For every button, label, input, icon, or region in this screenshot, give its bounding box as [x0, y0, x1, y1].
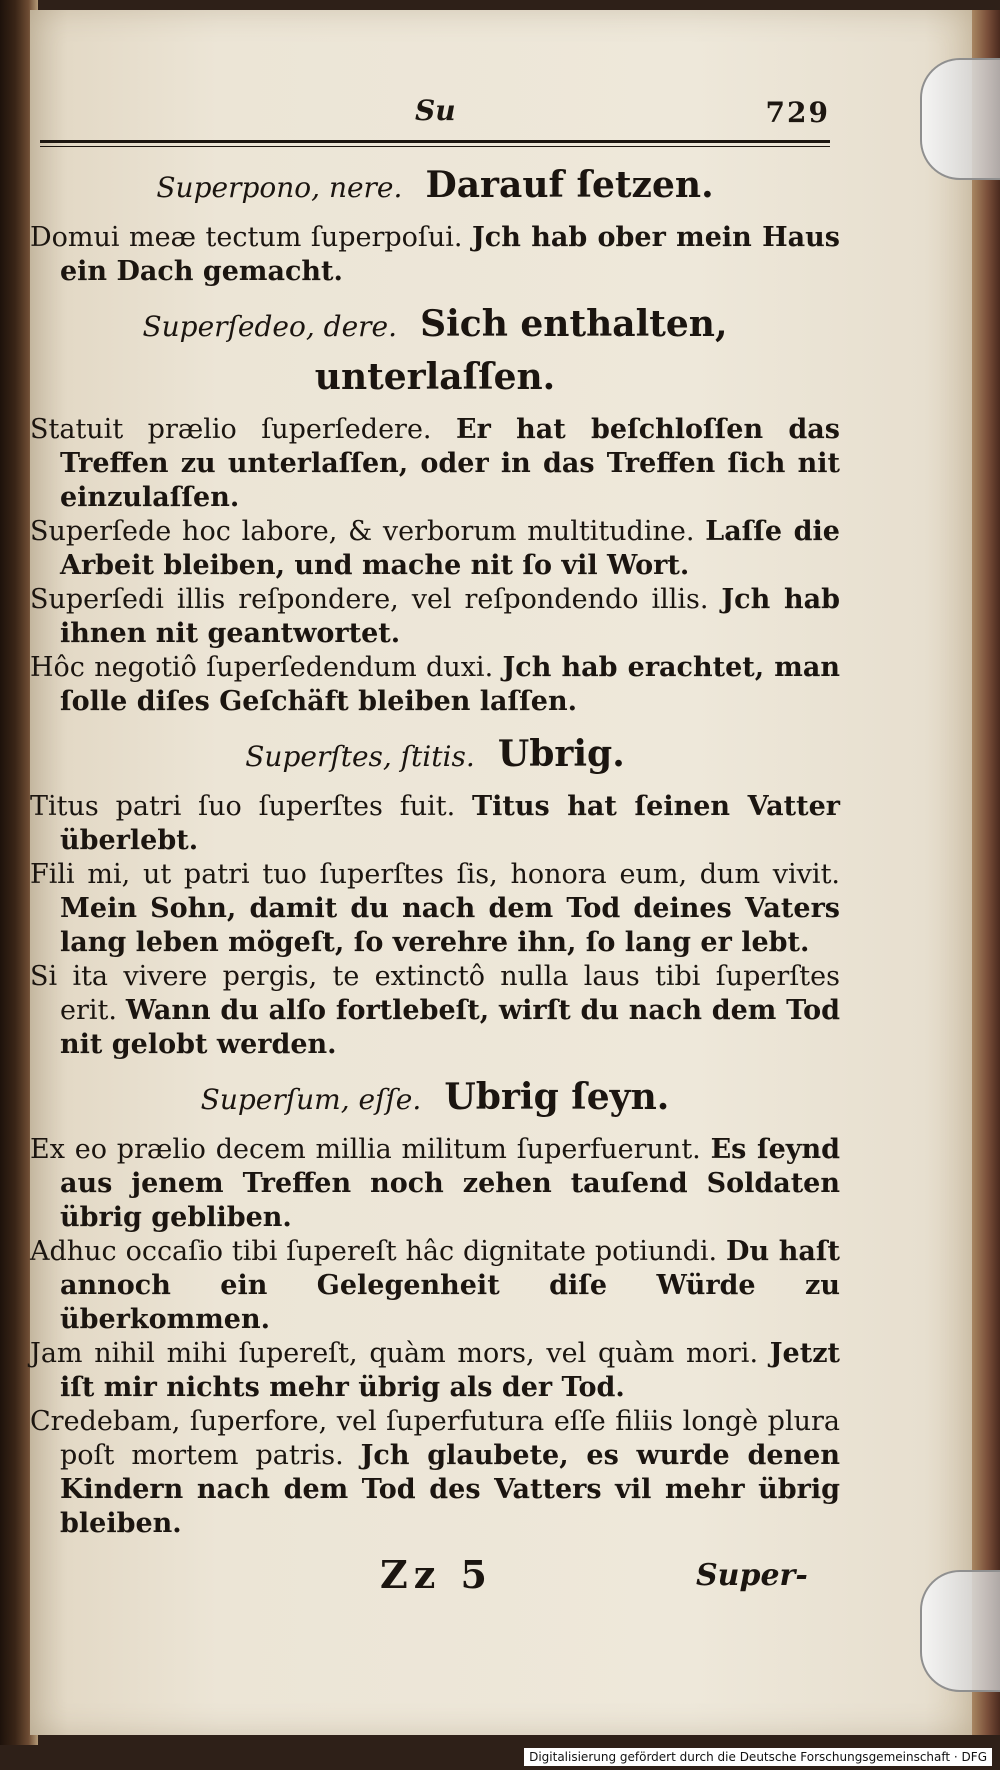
- dictionary-body: [30, 150, 840, 1541]
- example-sentence: [30, 515, 840, 583]
- lemma-german: Darauf ſetzen.: [425, 164, 714, 206]
- page-clip-top: [920, 58, 1000, 180]
- example-sentence: [30, 583, 840, 651]
- example-latin: Superſedi illis reſpondere, vel reſpondendo illis.: [30, 584, 709, 615]
- example-latin: Superſede hoc labore, & verborum multitudine.: [30, 516, 695, 547]
- dictionary-entry: [30, 162, 840, 289]
- dictionary-entry: [30, 731, 840, 1062]
- lemma-german: Ubrig.: [497, 733, 625, 775]
- example-german: Jch hab ober mein Haus ein Dach gemacht.: [60, 222, 840, 287]
- example-german: Mein Sohn, damit du nach dem Tod deines Vaters lang leben mögeſt, ſo verehre ihn, ſo lang er lebt.: [60, 893, 840, 958]
- running-head-title: Su: [415, 94, 456, 127]
- example-german: Jch hab erachtet, man ſolle diſes Geſchäft bleiben laſſen.: [60, 652, 840, 717]
- example-latin: Fili mi, ut patri tuo ſuperſtes ſis, honora eum, dum vivit.: [30, 859, 840, 890]
- lemma-latin: Superpono, nere.: [156, 171, 403, 204]
- example-sentence: [30, 858, 840, 960]
- example-latin: Titus patri ſuo ſuperſtes fuit.: [30, 791, 456, 822]
- digitization-credit[interactable]: Digitalisierung gefördert durch die Deutsche Forschungsgemeinschaft · DFG: [524, 1748, 992, 1766]
- example-sentence: [30, 413, 840, 515]
- example-german: Titus hat ſeinen Vatter überlebt.: [60, 791, 840, 856]
- example-sentence: [30, 790, 840, 858]
- example-german: Du haſt annoch ein Gelegenheit diſe Würde zu überkommen.: [60, 1236, 841, 1335]
- example-latin: Statuit prælio ſuperſedere.: [30, 414, 432, 445]
- dictionary-entry: [30, 1074, 840, 1541]
- example-latin: Jam nihil mihi ſupereſt, quàm mors, vel quàm mori.: [30, 1338, 759, 1369]
- example-latin: Credebam, ſuperfore, vel ſuperfutura eſſe filiis longè plura poſt mortem patris.: [30, 1406, 840, 1471]
- lemma-german: Sich enthalten, unterlaſſen.: [314, 303, 728, 398]
- entry-lemma: [30, 162, 840, 215]
- page-number: 729: [765, 96, 830, 129]
- page-footer: [0, 1552, 1000, 1597]
- head-rule-thin: [40, 146, 830, 147]
- lemma-latin: Superſedeo, dere.: [142, 310, 397, 343]
- example-latin: Hôc negotiô ſuperſedendum duxi.: [30, 652, 494, 683]
- example-german: Jch glaubete, es wurde denen Kindern nach dem Tod des Vatters vil mehr übrig bleiben.: [60, 1440, 840, 1539]
- entry-lemma: [30, 301, 840, 407]
- example-latin: Ex eo prælio decem millia militum ſuperfuerunt.: [30, 1134, 701, 1165]
- lemma-latin: Superſtes, ſtitis.: [245, 740, 475, 773]
- entry-lemma: [30, 731, 840, 784]
- example-sentence: [30, 651, 840, 719]
- example-german: Laſſe die Arbeit bleiben, und mache nit ſo vil Wort.: [60, 516, 840, 581]
- example-german: Jetzt iſt mir nichts mehr übrig als der Tod.: [60, 1338, 840, 1403]
- example-latin: Si ita vivere pergis, te extinctô nulla laus tibi ſuperſtes erit.: [30, 961, 840, 1026]
- example-german: Es ſeynd aus jenem Treffen noch zehen tauſend Soldaten übrig gebliben.: [60, 1134, 840, 1233]
- example-german: Jch hab ihnen nit geantwortet.: [60, 584, 840, 649]
- example-latin: Domui meæ tectum ſuperpoſui.: [30, 222, 463, 253]
- head-rule: [40, 140, 830, 143]
- example-sentence: [30, 1133, 840, 1235]
- example-sentence: [30, 221, 840, 289]
- example-german: Er hat beſchloſſen das Treffen zu unterlaſſen, oder in das Treffen ſich nit einzulaſſen.: [60, 414, 840, 513]
- example-sentence: [30, 1405, 840, 1541]
- running-head: [40, 88, 830, 138]
- lemma-latin: Superſum, eſſe.: [200, 1083, 422, 1116]
- example-sentence: [30, 1337, 840, 1405]
- lemma-german: Ubrig ſeyn.: [444, 1076, 670, 1118]
- example-sentence: [30, 960, 840, 1062]
- entry-lemma: [30, 1074, 840, 1127]
- signature-mark: Zz 5: [380, 1552, 493, 1597]
- dictionary-entry: [30, 301, 840, 719]
- example-sentence: [30, 1235, 840, 1337]
- example-german: Wann du alſo fortlebeſt, wirſt du nach dem Tod nit gelobt werden.: [60, 995, 840, 1060]
- example-latin: Adhuc occaſio tibi ſupereſt hâc dignitate potiundi.: [30, 1236, 718, 1267]
- catchword: Super-: [696, 1558, 808, 1593]
